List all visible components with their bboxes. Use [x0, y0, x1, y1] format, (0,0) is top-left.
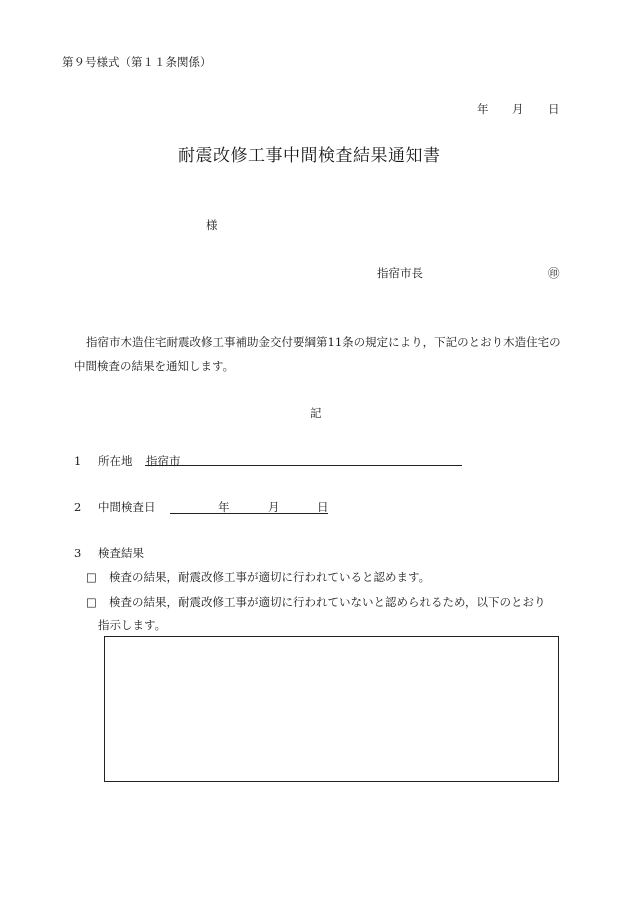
item-3-label: 検査結果 [98, 546, 144, 560]
item-1-label: 所在地 [98, 454, 133, 468]
option-1-checkbox[interactable]: □ [86, 570, 97, 584]
item-2-month: 月 [268, 500, 280, 514]
option-2-text-line-2: 指示します。 [98, 618, 167, 632]
date-month-label: 月 [512, 102, 524, 116]
option-1-text: 検査の結果，耐震改修工事が適切に行われていると認めます。 [109, 570, 431, 584]
body-text-line-1: 指宿市木造住宅耐震改修工事補助金交付要綱第11条の規定により，下記のとおり木造住宅の [86, 335, 561, 349]
option-2-checkbox[interactable]: □ [86, 595, 97, 609]
item-3-number: 3 [74, 546, 82, 560]
seal-mark: ㊞ [548, 266, 560, 280]
option-2-text-line-1: 検査の結果，耐震改修工事が適切に行われていないと認められるため，以下のとおり [109, 595, 546, 609]
item-1-underline [145, 465, 462, 466]
item-1-number: 1 [74, 454, 82, 468]
document-title: 耐震改修工事中間検査結果通知書 [178, 146, 441, 166]
item-2-label: 中間検査日 [98, 500, 156, 514]
item-2-day: 日 [317, 500, 329, 514]
item-2-underline [170, 513, 328, 514]
addressee-suffix: 様 [206, 218, 218, 232]
ki-heading: 記 [310, 406, 322, 420]
issuer-name: 指宿市長 [377, 266, 423, 280]
date-day-label: 日 [548, 102, 560, 116]
item-1-value: 指宿市 [146, 454, 181, 468]
item-2-year: 年 [218, 500, 230, 514]
body-text-line-2: 中間検査の結果を通知します。 [74, 359, 235, 373]
instruction-box[interactable] [104, 636, 559, 782]
form-number: 第９号様式（第１１条関係） [62, 55, 212, 69]
date-year-label: 年 [477, 102, 489, 116]
item-2-number: 2 [74, 500, 82, 514]
